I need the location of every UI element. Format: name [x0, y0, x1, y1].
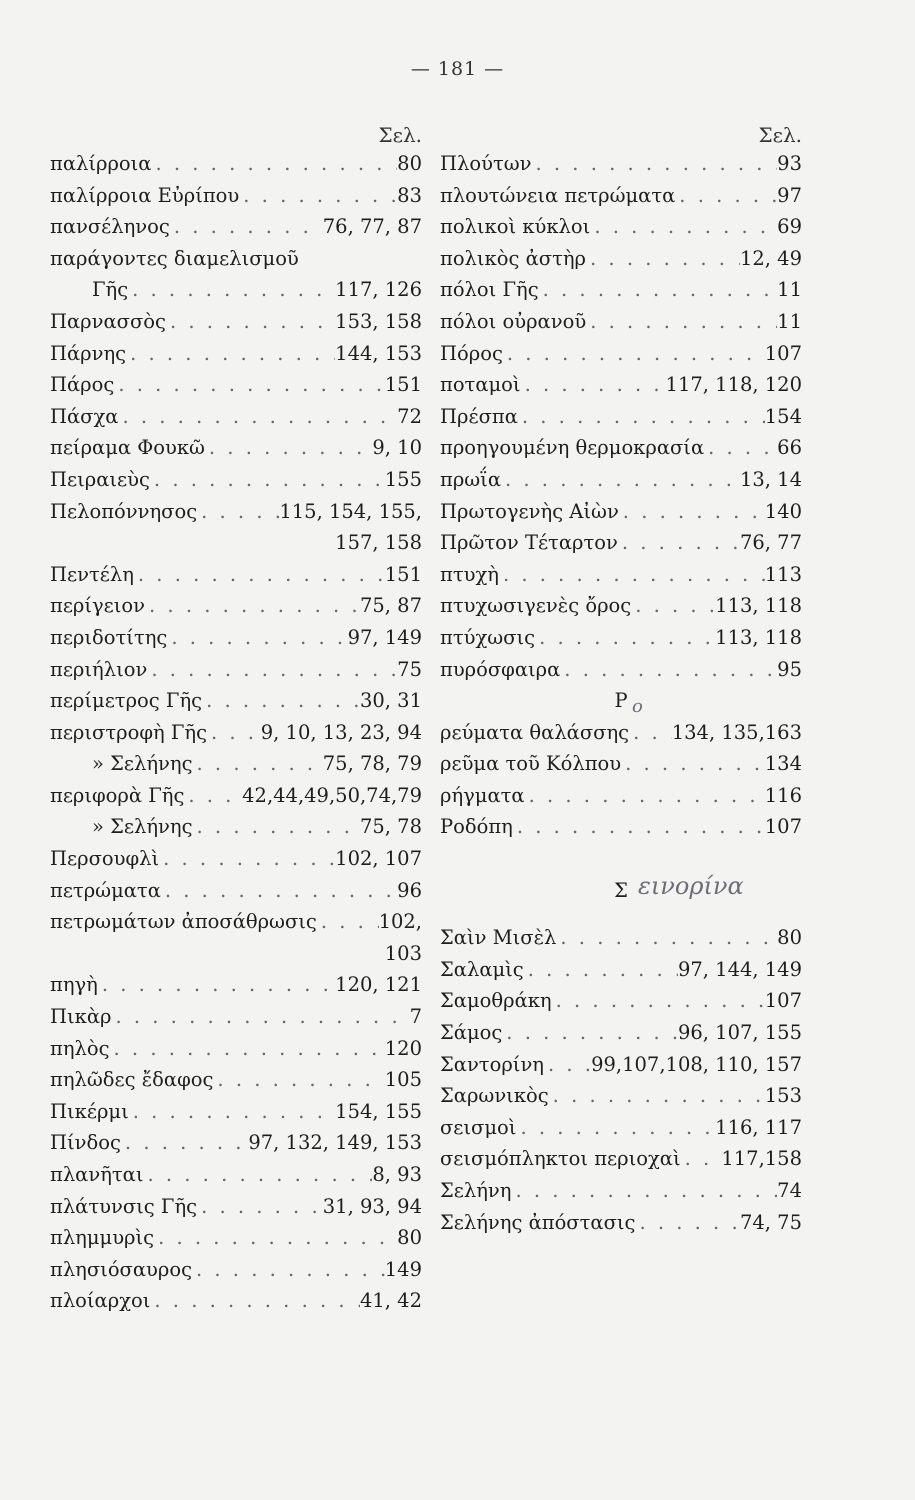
page-references: 120	[384, 1036, 422, 1060]
page-references: 113, 118	[715, 594, 802, 618]
page-references: 149	[384, 1257, 422, 1281]
leader-dots	[129, 1096, 335, 1128]
leader-dots	[704, 432, 777, 464]
page-references: 83	[397, 183, 422, 207]
index-term: προηγουμένη θερμοκρασία	[440, 436, 705, 460]
index-entry	[440, 811, 802, 843]
index-entry	[50, 464, 422, 496]
page-references: 107	[764, 815, 802, 839]
index-term: Πειραιεὺς	[50, 467, 150, 491]
index-entry	[50, 274, 422, 306]
leader-dots	[150, 464, 385, 496]
index-term: Περσουφλὶ	[50, 847, 160, 871]
index-term: Σαλαμὶς	[440, 957, 524, 981]
leader-dots	[535, 622, 715, 654]
index-entry	[50, 717, 422, 749]
index-term: ρεῦμα τοῦ Κόλπου	[440, 752, 622, 776]
page-references: 80	[397, 152, 422, 175]
index-entry	[440, 1143, 802, 1175]
index-term: περιδοτίτης	[50, 625, 168, 649]
page-references: 107	[764, 989, 802, 1013]
page-references: 97	[777, 183, 802, 207]
page-references: 80	[397, 1226, 422, 1250]
index-term: πλουτώνεια πετρώματα	[440, 183, 676, 207]
index-entry	[440, 180, 802, 212]
section-heading-rho	[440, 685, 802, 717]
page-references: 157, 158	[335, 531, 422, 555]
index-entry	[440, 654, 802, 686]
leader-dots	[501, 464, 740, 496]
index-entry	[50, 780, 422, 812]
index-term: πόλοι οὐρανοῦ	[440, 309, 587, 333]
index-entry	[50, 338, 422, 370]
index-entry	[440, 243, 802, 275]
index-term: πηλῶδες ἔδαφος	[50, 1068, 214, 1092]
index-entry	[50, 1127, 422, 1159]
index-term: πτυχωσιγενὲς ὄρος	[440, 594, 632, 618]
leader-dots	[184, 780, 242, 812]
index-entry	[50, 306, 422, 338]
index-term: παράγοντες διαμελισμοῦ	[50, 246, 299, 270]
leader-dots	[159, 843, 335, 875]
page-references: 120, 121	[335, 973, 422, 997]
index-entry	[50, 369, 422, 401]
index-entry	[50, 1001, 422, 1033]
leader-dots	[317, 906, 379, 938]
index-term: Ροδόπη	[440, 815, 513, 839]
page-references: 116	[764, 783, 802, 807]
index-term: σεισμοὶ	[440, 1115, 517, 1139]
index-term: Πάσχα	[50, 404, 119, 428]
index-entry	[440, 922, 802, 954]
leader-dots	[161, 875, 397, 907]
index-entry	[440, 1049, 802, 1081]
page-references: 96	[397, 878, 422, 902]
index-term: σεισμόπληκτοι περιοχαὶ	[440, 1147, 681, 1171]
page-references: 103	[384, 941, 422, 965]
index-entry	[50, 180, 422, 212]
index-entry	[50, 1254, 422, 1286]
index-entry	[440, 401, 802, 433]
index-term: Σάμος	[440, 1021, 503, 1045]
index-term: Σελήνης ἀπόστασις	[440, 1210, 636, 1234]
page-references: 42,44,49,50,74,79	[242, 783, 422, 807]
page-references: 140	[764, 499, 802, 523]
index-entry	[440, 306, 802, 338]
leader-dots	[516, 1112, 715, 1144]
page-references: 151	[384, 373, 422, 397]
page-column-header: Σελ.	[378, 123, 422, 147]
leader-dots	[193, 748, 323, 780]
index-entry	[50, 1096, 422, 1128]
page-references: 74, 75	[739, 1210, 802, 1234]
leader-dots	[618, 527, 740, 559]
index-term: » Σελήνης	[92, 815, 193, 839]
index-entry	[440, 432, 802, 464]
leader-dots	[114, 369, 384, 401]
leader-dots	[518, 401, 765, 433]
leader-dots	[110, 1033, 385, 1065]
leader-dots	[170, 211, 323, 243]
leader-dots	[513, 811, 765, 843]
index-term: Σαμοθράκη	[440, 989, 552, 1013]
page-references: 72	[397, 404, 422, 428]
leader-dots	[675, 180, 777, 212]
index-entry	[50, 1159, 422, 1191]
leader-dots	[98, 969, 335, 1001]
index-term: ρήγματα	[440, 783, 525, 807]
index-term: περίγειον	[50, 594, 146, 618]
leader-dots	[239, 180, 397, 212]
index-entry	[50, 969, 422, 1001]
page-references: 76, 77, 87	[322, 215, 422, 239]
leader-dots	[151, 148, 397, 180]
index-term: Παρνασσὸς	[50, 309, 166, 333]
index-entry	[50, 906, 422, 938]
leader-dots	[525, 780, 765, 812]
leader-dots	[207, 717, 261, 749]
leader-dots	[635, 1207, 740, 1239]
index-entry	[50, 527, 422, 559]
index-entry	[440, 211, 802, 243]
index-term: Πλούτων	[440, 152, 532, 175]
index-term: » Σελήνης	[92, 752, 193, 776]
page-references: 41, 42	[359, 1289, 422, 1313]
leader-dots	[511, 1175, 777, 1207]
index-column-left	[50, 122, 422, 1317]
index-entry	[440, 148, 802, 180]
page-references: 13, 14	[739, 467, 802, 491]
index-term: παλίρροια Εὐρίπου	[50, 183, 240, 207]
leader-dots	[532, 148, 778, 180]
index-entry	[50, 654, 422, 686]
index-entry	[50, 590, 422, 622]
page-references: 144, 153	[335, 341, 422, 365]
index-term: Γῆς	[92, 278, 129, 302]
index-term: Πικέρμι	[50, 1099, 129, 1123]
section-letter: Σ	[614, 878, 628, 902]
leader-dots	[524, 954, 678, 986]
index-term: Πρέσπα	[440, 404, 518, 428]
handwritten-annotation: o	[632, 696, 643, 718]
index-term: Σαρωνικὸς	[440, 1084, 549, 1108]
index-entry	[50, 1064, 422, 1096]
index-entry	[50, 432, 422, 464]
index-entry	[440, 369, 802, 401]
index-term: Σαντορίνη	[440, 1052, 544, 1076]
index-term: Πελοπόννησος	[50, 499, 198, 523]
leader-dots	[128, 274, 335, 306]
page-references: 93	[777, 152, 802, 175]
index-entry	[50, 559, 422, 591]
index-term: Πεντέλη	[50, 562, 134, 586]
index-entry	[50, 211, 422, 243]
leader-dots	[631, 590, 715, 622]
page-references: 99,107,108, 110, 157	[591, 1052, 802, 1076]
page-references: 153	[764, 1084, 802, 1108]
leader-dots	[111, 1001, 409, 1033]
index-term: Σαὶν Μισὲλ	[440, 926, 557, 950]
index-term: πόλοι Γῆς	[440, 278, 539, 302]
leader-dots	[586, 243, 740, 275]
leader-dots	[150, 1285, 360, 1317]
page-references: 9, 10	[372, 436, 422, 460]
page-references: 155	[384, 467, 422, 491]
page-references: 30, 31	[359, 689, 422, 713]
index-entry	[50, 148, 422, 180]
index-term: πολικοὶ κύκλοι	[440, 215, 591, 239]
page-references: 102,	[378, 910, 422, 934]
index-term: Πόρος	[440, 341, 503, 365]
index-term: πείραμα Φουκῶ	[50, 436, 205, 460]
page-references: 117, 118, 120	[665, 373, 802, 397]
leader-dots	[621, 748, 765, 780]
page-references: 95	[777, 657, 802, 681]
index-entry	[440, 748, 802, 780]
page-references: 12, 49	[739, 246, 802, 270]
index-entry	[440, 1080, 802, 1112]
index-term: Πικὰρ	[50, 1005, 112, 1029]
index-entry	[440, 338, 802, 370]
index-entry	[50, 622, 422, 654]
page-references: 75	[397, 657, 422, 681]
index-term: πλησιόσαυρος	[50, 1257, 193, 1281]
index-entry	[50, 401, 422, 433]
index-term: περιστροφὴ Γῆς	[50, 720, 207, 744]
leader-dots	[193, 811, 360, 843]
index-entry	[50, 748, 422, 780]
index-entry	[50, 496, 422, 528]
index-term: πυρόσφαιρα	[440, 657, 561, 681]
index-term: πρωΐα	[440, 467, 501, 491]
index-entry	[440, 496, 802, 528]
index-entries-left	[50, 148, 422, 1317]
leader-dots	[503, 338, 765, 370]
page-references: 117,158	[721, 1147, 802, 1171]
index-column-right	[440, 122, 802, 1238]
index-entry	[50, 811, 422, 843]
index-term: πλημμυρὶς	[50, 1226, 155, 1250]
page-references: 80	[777, 926, 802, 950]
leader-dots	[502, 1017, 678, 1049]
leader-dots	[499, 559, 765, 591]
leader-dots	[167, 622, 347, 654]
index-term: πετρωμάτων ἀποσάθρωσις	[50, 910, 317, 934]
index-entry	[50, 1191, 422, 1223]
index-entry	[50, 875, 422, 907]
index-term: πτυχὴ	[440, 562, 499, 586]
index-term: πηλὸς	[50, 1036, 110, 1060]
page-references: 105	[384, 1068, 422, 1092]
index-term: παλίρροια	[50, 152, 152, 175]
index-entry	[440, 590, 802, 622]
index-entry	[50, 938, 422, 970]
index-entry	[440, 527, 802, 559]
page-references: 8, 93	[372, 1163, 422, 1186]
leader-dots	[539, 274, 778, 306]
page-references: 113, 118	[715, 625, 802, 649]
index-term: πλοίαρχοι	[50, 1289, 151, 1313]
page-references: 75, 87	[359, 594, 422, 618]
leader-dots	[154, 1222, 397, 1254]
leader-dots	[166, 306, 335, 338]
index-entry	[50, 843, 422, 875]
index-term: περιφορὰ Γῆς	[50, 783, 185, 807]
index-entry	[50, 685, 422, 717]
leader-dots	[118, 401, 397, 433]
page-references: 7	[409, 1005, 422, 1029]
page-references: 151	[384, 562, 422, 586]
page-references: 76, 77	[739, 531, 802, 555]
page-references: 113	[764, 562, 802, 586]
page-references: 9, 10, 13, 23, 94	[260, 720, 422, 744]
leader-dots	[586, 306, 777, 338]
index-entry	[50, 1222, 422, 1254]
index-entries-p	[440, 148, 802, 685]
page-column-header: Σελ.	[758, 123, 802, 147]
page-number: — 181 —	[410, 58, 505, 80]
index-entry	[440, 717, 802, 749]
index-entry	[440, 1112, 802, 1144]
page-references: 107	[764, 341, 802, 365]
leader-dots	[619, 496, 765, 528]
index-entry	[50, 1285, 422, 1317]
leader-dots	[202, 685, 360, 717]
page-references: 116, 117	[715, 1115, 802, 1139]
index-entry	[440, 954, 802, 986]
index-term: πλανῆται	[50, 1163, 144, 1186]
index-term: ποταμοὶ	[440, 373, 521, 397]
page-references: 97, 132, 149, 153	[248, 1131, 422, 1155]
index-entries-s	[440, 922, 802, 1238]
section-heading-sigma	[440, 871, 802, 907]
page-references: 154	[764, 404, 802, 428]
index-entry	[440, 622, 802, 654]
index-entry	[440, 1017, 802, 1049]
page-references: 74	[777, 1179, 802, 1202]
index-entry	[440, 780, 802, 812]
handwritten-annotation: εινορίνα	[638, 871, 744, 900]
leader-dots	[121, 1127, 248, 1159]
leader-dots	[552, 985, 765, 1017]
page-references: 97, 149	[347, 625, 422, 649]
page-references: 11	[777, 278, 802, 302]
page-references: 134	[764, 752, 802, 776]
page-references: 102, 107	[335, 847, 422, 871]
page-references: 115, 154, 155,	[279, 499, 422, 523]
page-references: 75, 78	[359, 815, 422, 839]
index-term: Πρῶτον Τέταρτον	[440, 531, 618, 555]
page-references: 154, 155	[335, 1099, 422, 1123]
index-entry	[440, 559, 802, 591]
index-term: πηγὴ	[50, 973, 98, 997]
index-entry	[50, 1033, 422, 1065]
page-references: 97, 144, 149	[677, 957, 802, 981]
index-entries-r	[440, 717, 802, 843]
index-term: περίμετρος Γῆς	[50, 689, 203, 713]
index-term: Πάρος	[50, 373, 115, 397]
leader-dots	[590, 211, 777, 243]
page-references: 117, 126	[335, 278, 422, 302]
page-references: 134, 135,163	[671, 720, 802, 744]
leader-dots	[544, 1049, 591, 1081]
page-references: 11	[777, 309, 802, 333]
index-term: Πρωτογενὴς Αἰὼν	[440, 499, 619, 523]
leader-dots	[126, 338, 335, 370]
section-letter: Ρ	[614, 689, 628, 713]
index-entry	[440, 464, 802, 496]
index-term: Σελήνη	[440, 1179, 512, 1202]
index-term: περιήλιον	[50, 657, 148, 681]
leader-dots	[147, 654, 397, 686]
index-entry	[440, 1207, 802, 1239]
leader-dots	[521, 369, 666, 401]
leader-dots	[213, 1064, 384, 1096]
leader-dots	[145, 590, 360, 622]
leader-dots	[143, 1159, 372, 1191]
leader-dots	[549, 1080, 765, 1112]
index-term: ρεύματα θαλάσσης	[440, 720, 630, 744]
index-term: Πίνδος	[50, 1131, 121, 1155]
page-references: 153, 158	[335, 309, 422, 333]
leader-dots	[197, 496, 279, 528]
page-references: 75, 78, 79	[322, 752, 422, 776]
leader-dots	[556, 922, 777, 954]
page-references: 69	[777, 215, 802, 239]
leader-dots	[197, 1191, 323, 1223]
leader-dots	[205, 432, 372, 464]
page-references: 31, 93, 94	[322, 1194, 422, 1218]
page-references: 66	[777, 436, 802, 460]
leader-dots	[681, 1143, 722, 1175]
leader-dots	[192, 1254, 385, 1286]
index-entry	[50, 243, 422, 275]
index-term: πανσέληνος	[50, 215, 170, 239]
index-entry	[440, 985, 802, 1017]
index-term: πετρώματα	[50, 878, 161, 902]
index-term: πτύχωσις	[440, 625, 536, 649]
index-entry	[440, 274, 802, 306]
index-term: πολικὸς ἀστὴρ	[440, 246, 587, 270]
leader-dots	[134, 559, 385, 591]
index-term: πλάτυνσις Γῆς	[50, 1194, 198, 1218]
page-references: 96, 107, 155	[677, 1021, 802, 1045]
leader-dots	[560, 654, 777, 686]
index-term: Πάρνης	[50, 341, 127, 365]
index-entry	[440, 1175, 802, 1207]
